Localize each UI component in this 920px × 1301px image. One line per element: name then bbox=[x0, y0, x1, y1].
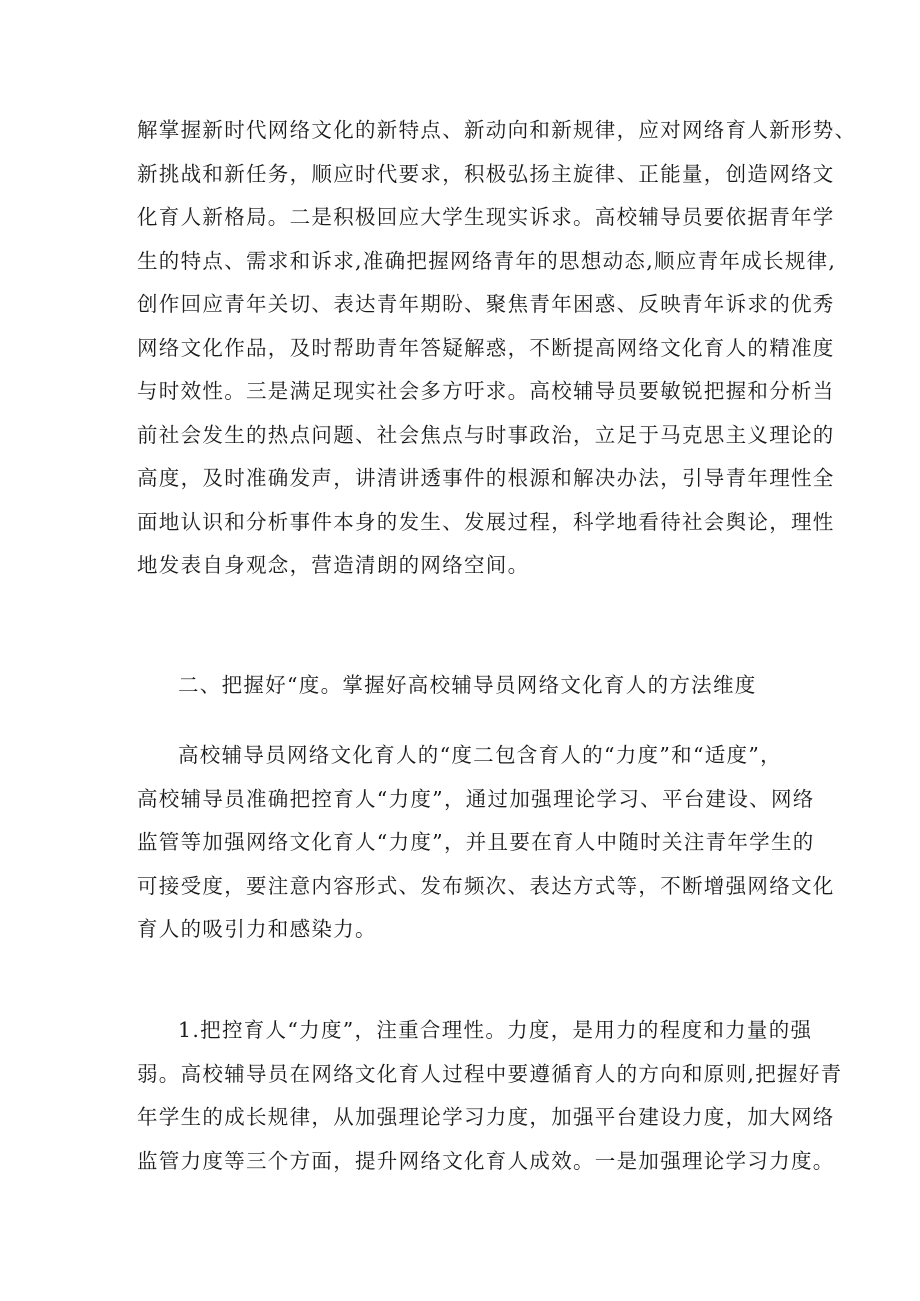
section-heading bbox=[178, 664, 838, 708]
text-line: 与时效性。三是满足现实社会多方吁求。高校辅导员要敏锐把握和分析当 bbox=[137, 379, 835, 403]
paragraph-subsection bbox=[137, 1009, 843, 1183]
text-line: 年学生的成长规律，从加强理论学习力度，加强平台建设力度，加大网络 bbox=[137, 1105, 835, 1129]
text-line: 地发表自身观念，营造清朗的网络空间。 bbox=[137, 553, 530, 577]
text-line: 网络文化作品，及时帮助青年答疑解惑，不断提高网络文化育人的精准度 bbox=[137, 335, 835, 360]
text-line: 创作回应青年关切、表达青年期盼、聚焦青年困惑、反映青年诉求的优秀 bbox=[137, 292, 835, 316]
text-line: 解掌握新时代网络文化的新特点、新动向和新规律，应对网络育人新形势、 bbox=[137, 118, 857, 142]
text-line: 弱。高校辅导员在网络文化育人过程中要遵循育人的方向和原则,把握好青 bbox=[137, 1061, 843, 1086]
text-line: 面地认识和分析事件本身的发生、发展过程，科学地看待社会舆论，理性 bbox=[137, 509, 835, 534]
text-line: 育人的吸引力和感染力。 bbox=[137, 917, 377, 941]
text-line: 新挑战和新任务，顺应时代要求，积极弘扬主旋律、正能量，创造网络文 bbox=[137, 161, 835, 186]
paragraph-continued bbox=[137, 109, 857, 588]
text-line: 生的特点、需求和诉求,准确把握网络青年的思想动态,顺应青年成长规律, bbox=[137, 248, 837, 273]
text-line: 高校辅导员准确把控育人“力度”，通过加强理论学习、平台建设、网络 bbox=[137, 786, 815, 811]
text-line: 高校辅导员网络文化育人的“度二包含育人的“力度”和“适度”， bbox=[178, 743, 782, 767]
text-line: 监管力度等三个方面，提升网络文化育人成效。一是加强理论学习力度。 bbox=[137, 1148, 835, 1173]
text-line: 化育人新格局。二是积极回应大学生现实诉求。高校辅导员要依据青年学 bbox=[137, 205, 835, 229]
heading-text: 二、把握好“度。掌握好高校辅导员网络文化育人的方法维度 bbox=[178, 673, 757, 697]
text-line: 可接受度，要注意内容形式、发布频次、表达方式等，不断增强网络文化 bbox=[137, 873, 835, 898]
paragraph-intro bbox=[137, 734, 835, 952]
text-line: 监管等加强网络文化育人“力度”，并且要在育人中随时关注青年学生的 bbox=[137, 830, 815, 854]
text-line: 前社会发生的热点问题、社会焦点与时事政治，立足于马克思主义理论的 bbox=[137, 422, 835, 447]
text-line: 高度，及时准确发声，讲清讲透事件的根源和解决办法，引导青年理性全 bbox=[137, 466, 835, 490]
text-line: 1.把控育人“力度”，注重合理性。力度，是用力的程度和力量的强 bbox=[178, 1018, 813, 1042]
